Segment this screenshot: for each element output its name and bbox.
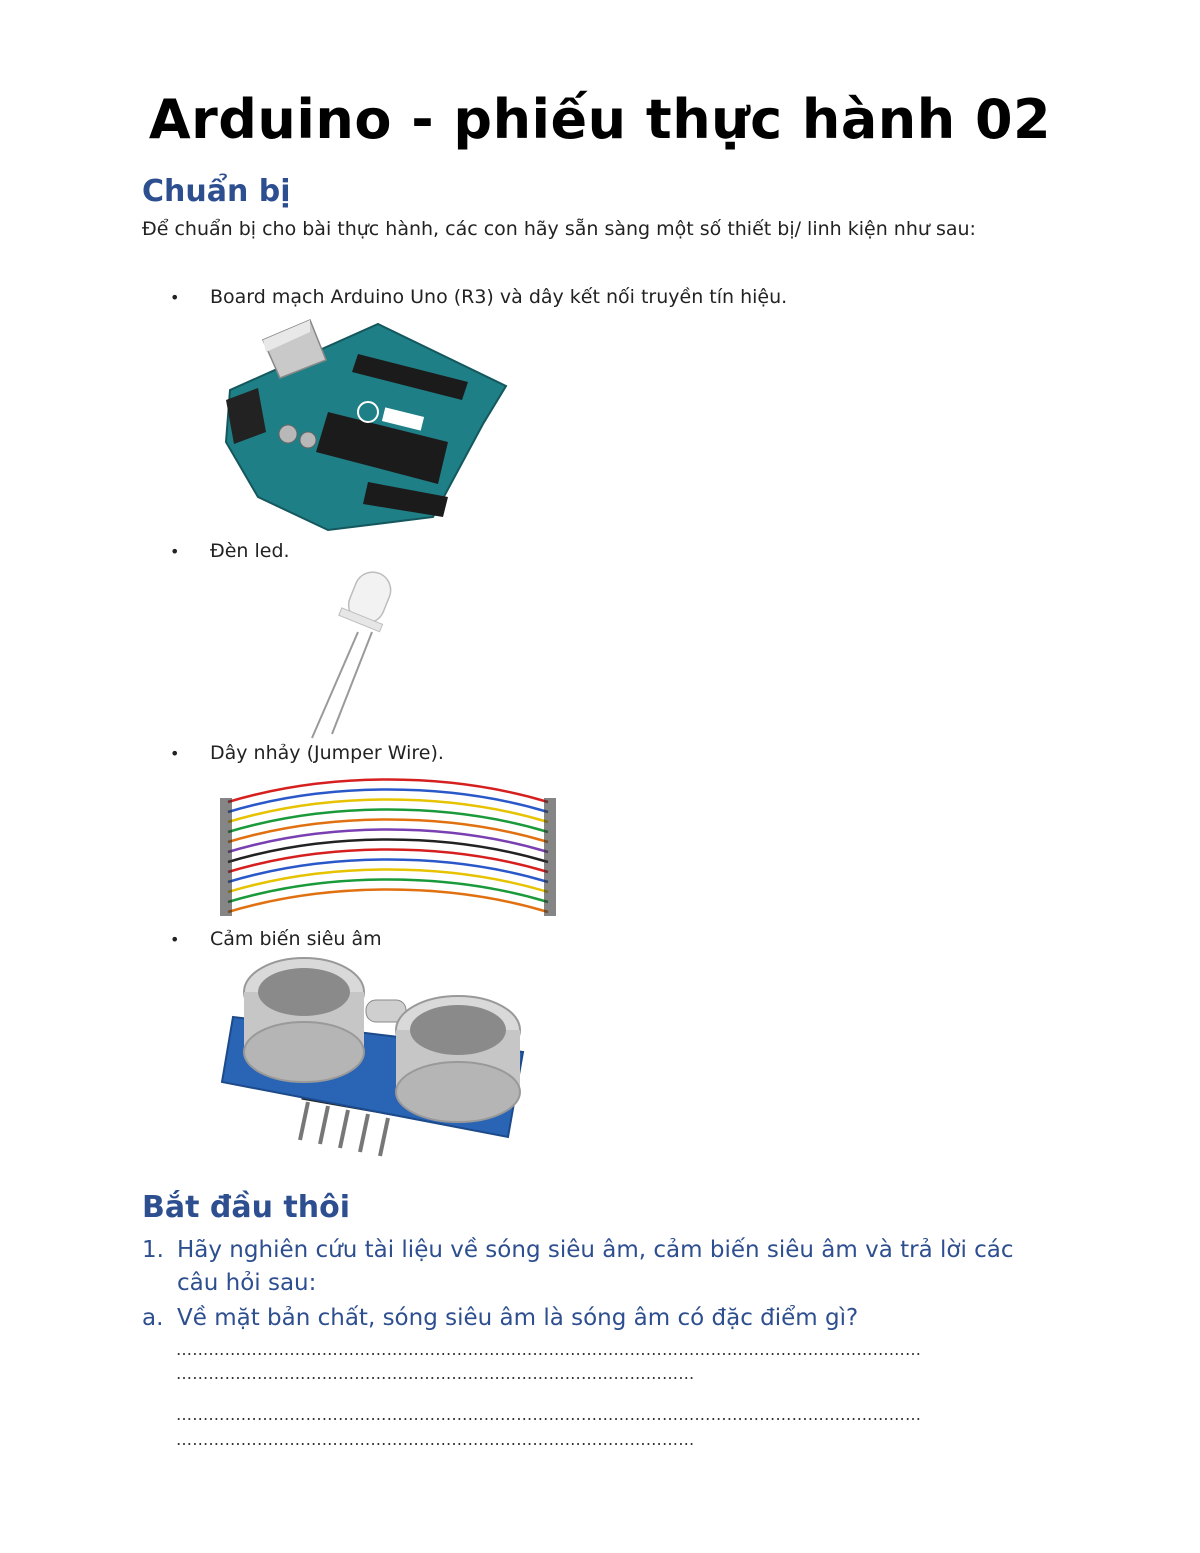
list-item-jumper-wire (170, 742, 444, 764)
question-1a-letter: a. (142, 1305, 164, 1331)
answer-line[interactable]: ………………………………………………………………………………………………………………………… (176, 1340, 922, 1359)
bullet-marker: • (170, 288, 180, 307)
section-heading-prepare: Chuẩn bị (142, 174, 291, 209)
question-1a-text: Về mặt bản chất, sóng siêu âm là sóng âm có đặc điểm gì? (177, 1305, 859, 1331)
question-1a (142, 1302, 1062, 1335)
list-item-label: Đèn led. (210, 540, 290, 562)
page-title: Arduino - phiếu thực hành 02 (148, 88, 1052, 151)
list-item-label: Cảm biến siêu âm (210, 928, 382, 950)
jumper-wires-image (218, 772, 558, 922)
list-item-ultrasonic-sensor (170, 928, 382, 950)
question-1-text: Hãy nghiên cứu tài liệu về sóng siêu âm, cảm biến siêu âm và trả lời các câu hỏi sau: (177, 1237, 1014, 1296)
answer-line[interactable]: …………………………………………………………………………………… (176, 1430, 695, 1449)
ultrasonic-sensor-image (218, 952, 538, 1167)
question-1 (142, 1234, 1062, 1300)
list-item-label: Dây nhảy (Jumper Wire). (210, 742, 444, 764)
bullet-marker: • (170, 930, 180, 949)
bullet-marker: • (170, 744, 180, 763)
list-item-arduino (170, 286, 787, 308)
list-item-led (170, 540, 290, 562)
intro-paragraph: Để chuẩn bị cho bài thực hành, các con hãy sẵn sàng một số thiết bị/ linh kiện như sau: (142, 218, 976, 240)
question-1-number: 1. (142, 1237, 164, 1263)
bullet-marker: • (170, 542, 180, 561)
answer-line[interactable]: …………………………………………………………………………………… (176, 1364, 695, 1383)
list-item-label: Board mạch Arduino Uno (R3) và dây kết nối truyền tín hiệu. (210, 286, 788, 308)
answer-line[interactable]: ………………………………………………………………………………………………………………………… (176, 1405, 922, 1424)
section-heading-start: Bắt đầu thôi (142, 1190, 351, 1225)
led-image (250, 562, 410, 742)
arduino-board-image (218, 312, 513, 537)
